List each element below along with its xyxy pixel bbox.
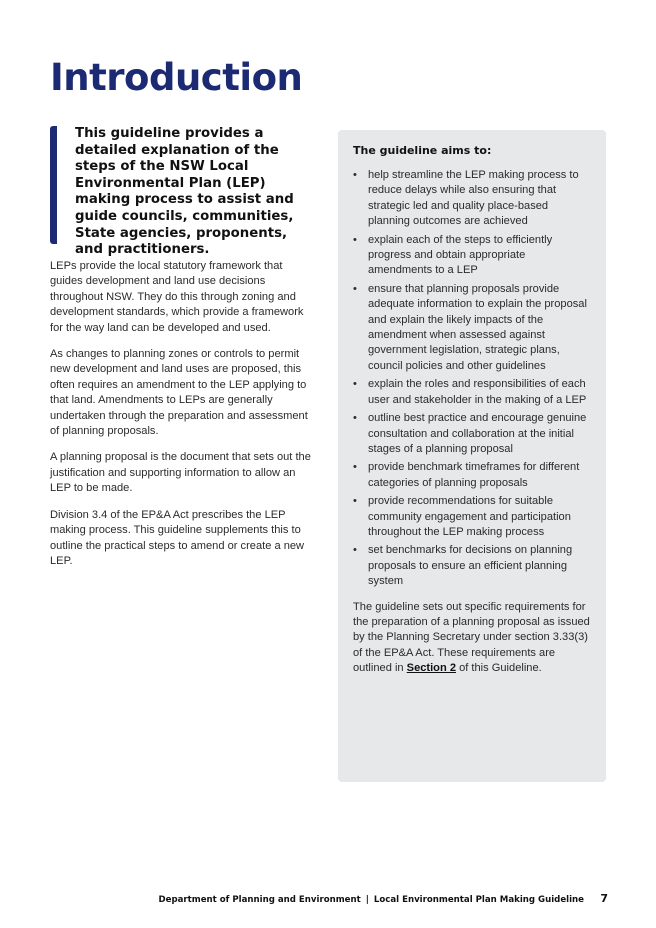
page-number: 7 — [600, 892, 608, 905]
aims-item-text: explain the roles and responsibilities of each user and stakeholder in the making of a LEP — [368, 378, 587, 406]
footer-document-title: Local Environmental Plan Making Guideline — [373, 895, 584, 905]
aims-list-item — [353, 411, 592, 457]
aims-list-item — [353, 377, 592, 408]
aims-list-item — [353, 233, 592, 279]
aims-heading: The guideline aims to: — [353, 144, 492, 157]
aims-item-text: outline best practice and encourage genuine consultation and collaboration at the initial stages of a planning proposal — [368, 412, 587, 455]
body-paragraph: A planning proposal is the document that sets out the justification and supporting information to allow an LEP to be made. — [50, 451, 311, 495]
footer-department: Department of Planning and Environment — [158, 895, 361, 905]
lead-text: This guideline provides a detailed explanation of the steps of the NSW Local Environmental Plan (LEP) making process to assist and guide councils, communities, State agencies, proponents, and practitioners. — [75, 126, 294, 258]
aims-list-item — [353, 460, 592, 491]
page-footer — [158, 895, 584, 905]
bullet-icon: • — [353, 169, 357, 181]
body-column — [50, 259, 318, 580]
bullet-icon: • — [353, 282, 357, 295]
aims-item-text: provide recommendations for suitable community engagement and participation throughout the LEP making process — [368, 495, 571, 538]
aims-item-text: provide benchmark timeframes for different categories of planning proposals — [368, 461, 580, 489]
aims-list-item — [353, 282, 592, 374]
section-2-link[interactable]: Section 2 — [406, 662, 456, 675]
bullet-icon: • — [353, 233, 357, 246]
aims-panel — [338, 130, 606, 782]
footer-separator: | — [365, 895, 369, 905]
aims-item-text: ensure that planning proposals provide adequate information to explain the proposal and explain the likely impacts of the amendment when assessed against government legislation, strategic plans, council policies and other guidelines — [368, 282, 587, 372]
aims-list-item — [353, 494, 592, 540]
bullet-icon: • — [353, 495, 357, 508]
bullet-icon: • — [353, 378, 357, 391]
bullet-icon: • — [353, 544, 357, 557]
body-paragraph: As changes to planning zones or controls to permit new development and land uses are proposed, this often requires an amendment to the LEP applying to that land. Amendments to LEPs are generally undertaken through the preparation and assessment of planning proposals. — [50, 348, 308, 438]
aims-item-text: help streamline the LEP making process to reduce delays while also ensuring that strategic led and quality place-based planning outcomes are achieved — [368, 169, 579, 228]
aims-item-text: explain each of the steps to efficiently progress and obtain appropriate amendments to a LEP — [368, 233, 553, 277]
aims-item-text: set benchmarks for decisions on planning proposals to ensure an efficient planning system — [368, 544, 573, 588]
lead-callout — [50, 126, 318, 258]
page-title: Introduction — [50, 56, 303, 99]
aims-list-item — [353, 168, 592, 230]
aims-note-text: The guideline sets out specific requirements for the preparation of a planning proposal as issued by the Planning Secretary under section 3.33(3) of the EP&A Act. These requirements are outlined in — [353, 600, 590, 675]
body-paragraph: LEPs provide the local statutory framework that guides development and land use decisions throughout NSW. They do this through zoning and development standards, which provide a framework for the way land can be developed and used. — [50, 260, 304, 334]
aims-note-text-end: of this Guideline. — [456, 662, 542, 675]
aims-list-item — [353, 543, 592, 589]
aims-list — [353, 168, 592, 590]
bullet-icon: • — [353, 412, 357, 425]
bullet-icon: • — [353, 461, 357, 474]
body-paragraph: Division 3.4 of the EP&A Act prescribes the LEP making process. This guideline supplements this to outline the practical steps to amend or create a new LEP. — [50, 508, 305, 567]
aims-note — [353, 600, 592, 677]
